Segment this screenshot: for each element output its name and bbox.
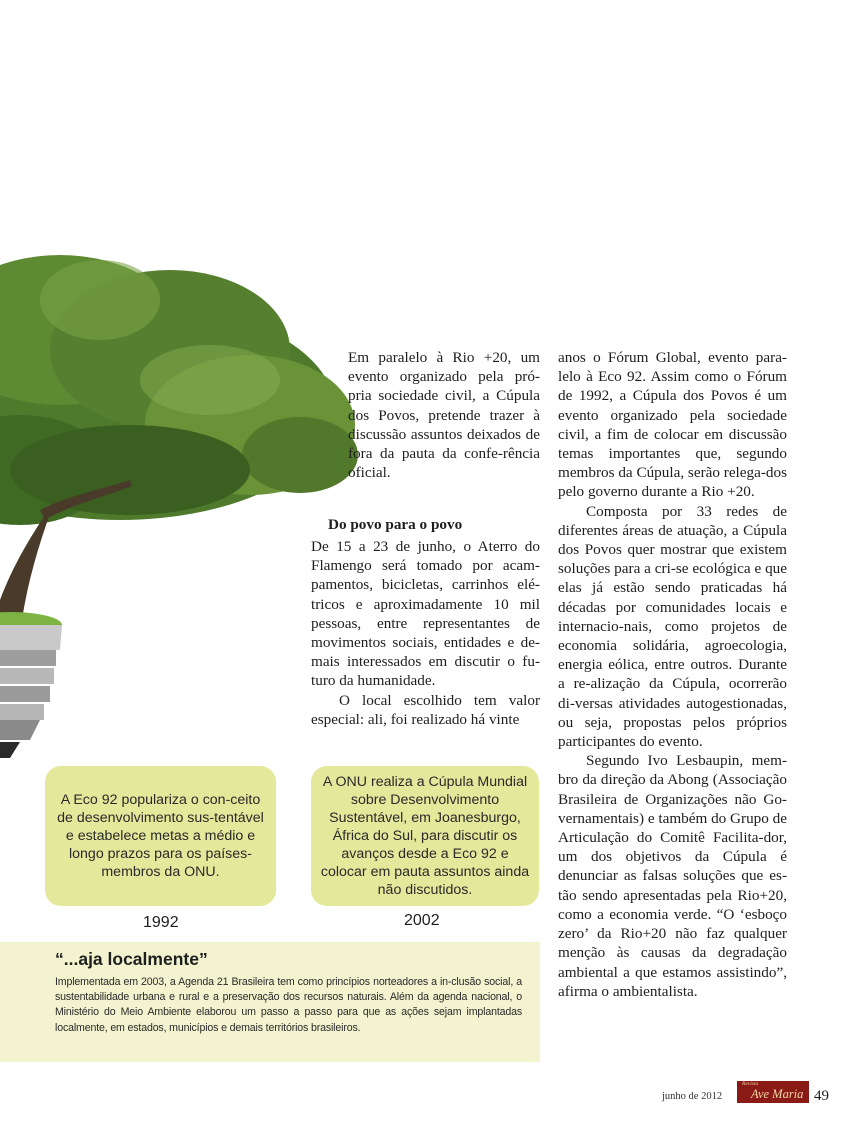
logo-name: Ave Maria: [751, 1087, 804, 1101]
page-number: 49: [814, 1088, 829, 1104]
timeline-bubble-2002: [311, 766, 539, 906]
timeline-year-2002: 2002: [404, 912, 440, 929]
article-column-2: [558, 348, 787, 1001]
paragraph: De 15 a 23 de junho, o Aterro do Flamengo será tomado por acam-pamentos, bicicletas, carrinhos elé-tricos e aproximadamente 10 mil pessoas, entre representantes de movimentos sociais, entidades e de-mais interessados em discutir o fu-turo da humanidade.: [311, 538, 540, 690]
timeline-bubble-1992: [45, 766, 276, 906]
paragraph: anos o Fórum Global, evento para-lelo à Eco 92. Assim como o Fórum de 1992, a Cúpula dos Povos é um evento organizado pela sociedade civil, a fim de colocar em discussão temas importantes que, segundo membros da Cúpula, serão relega-dos pelo governo durante a Rio +20.: [558, 349, 788, 501]
sidebar-body: Implementada em 2003, a Agenda 21 Brasileira tem como princípios norteadores a in-clusão social, a sustentabilidade urbana e rural e a preservação dos recursos naturais. Além da agenda nacional, o Ministério do Meio Ambiente elaborou um passo a passo para que as ações sejam implantadas localmente, em estados, municípios e demais territórios brasileiros.: [55, 976, 522, 1034]
tree-lightbulb-illustration: [0, 180, 360, 760]
sidebar-box: [0, 942, 540, 1062]
timeline-text: A Eco 92 populariza o con-ceito de desenvolvimento sus-tentável e estabelece metas a médio e longo prazos para os países-membros da ONU.: [57, 792, 264, 880]
foliage: [0, 255, 358, 525]
logo-small-text: Revista: [742, 1081, 759, 1087]
issue-date: junho de 2012: [662, 1091, 723, 1102]
timeline-text: A ONU realiza a Cúpula Mundial sobre Desenvolvimento Sustentável, em Joanesburgo, África do Sul, para discutir os avanços desde a Eco 92 e colocar em pauta assuntos ainda não discutidos.: [320, 774, 530, 898]
paragraph: Composta por 33 redes de diferentes áreas de atuação, a Cúpula dos Povos quer mostrar que existem soluções para a cri-se ecológica e que elas já estão sendo praticadas há décadas por comunidades locais e internacio-nais, como projetos de economia solidária, agroecologia, energia eólica, entre outros. Durante a re-alização da Cúpula, ocorrerão di-versas atividades autogestionadas, ou seja, propostas pelos próprios participantes do evento.: [558, 502, 787, 751]
article-column-1: [311, 515, 540, 729]
paragraph: Segundo Ivo Lesbaupin, mem-bro da direção da Abong (Associação Brasileira de Organizações não Go-vernamentais) e também do Grupo de Articulação do Comitê Facilita-dor, um dos objetivos da Cúpula é denunciar as falsas soluções que es-tão sendo apresentadas pela Rio+20, como a economia verde. “O ‘esboço zero’ da Rio+20 não faz qualquer menção às causas da degradação ambiental a que estamos assistindo”, afirma o ambientalista.: [558, 752, 787, 1000]
intro-paragraph: Em paralelo à Rio +20, um evento organizado pela pró-pria sociedade civil, a Cúpula dos Povos, pretende trazer à discussão assuntos deixados de fora da pauta da confe-rência oficial.: [348, 349, 540, 482]
paragraph: O local escolhido tem valor especial: ali, foi realizado há vinte: [311, 691, 540, 728]
lightbulb: [0, 612, 62, 758]
timeline-year-1992: 1992: [143, 914, 179, 931]
section-heading: Do povo para o povo: [328, 516, 463, 533]
article-column-1-intro: [348, 348, 540, 482]
magazine-logo: [737, 1081, 809, 1103]
sidebar-title: “...aja localmente”: [55, 949, 208, 969]
